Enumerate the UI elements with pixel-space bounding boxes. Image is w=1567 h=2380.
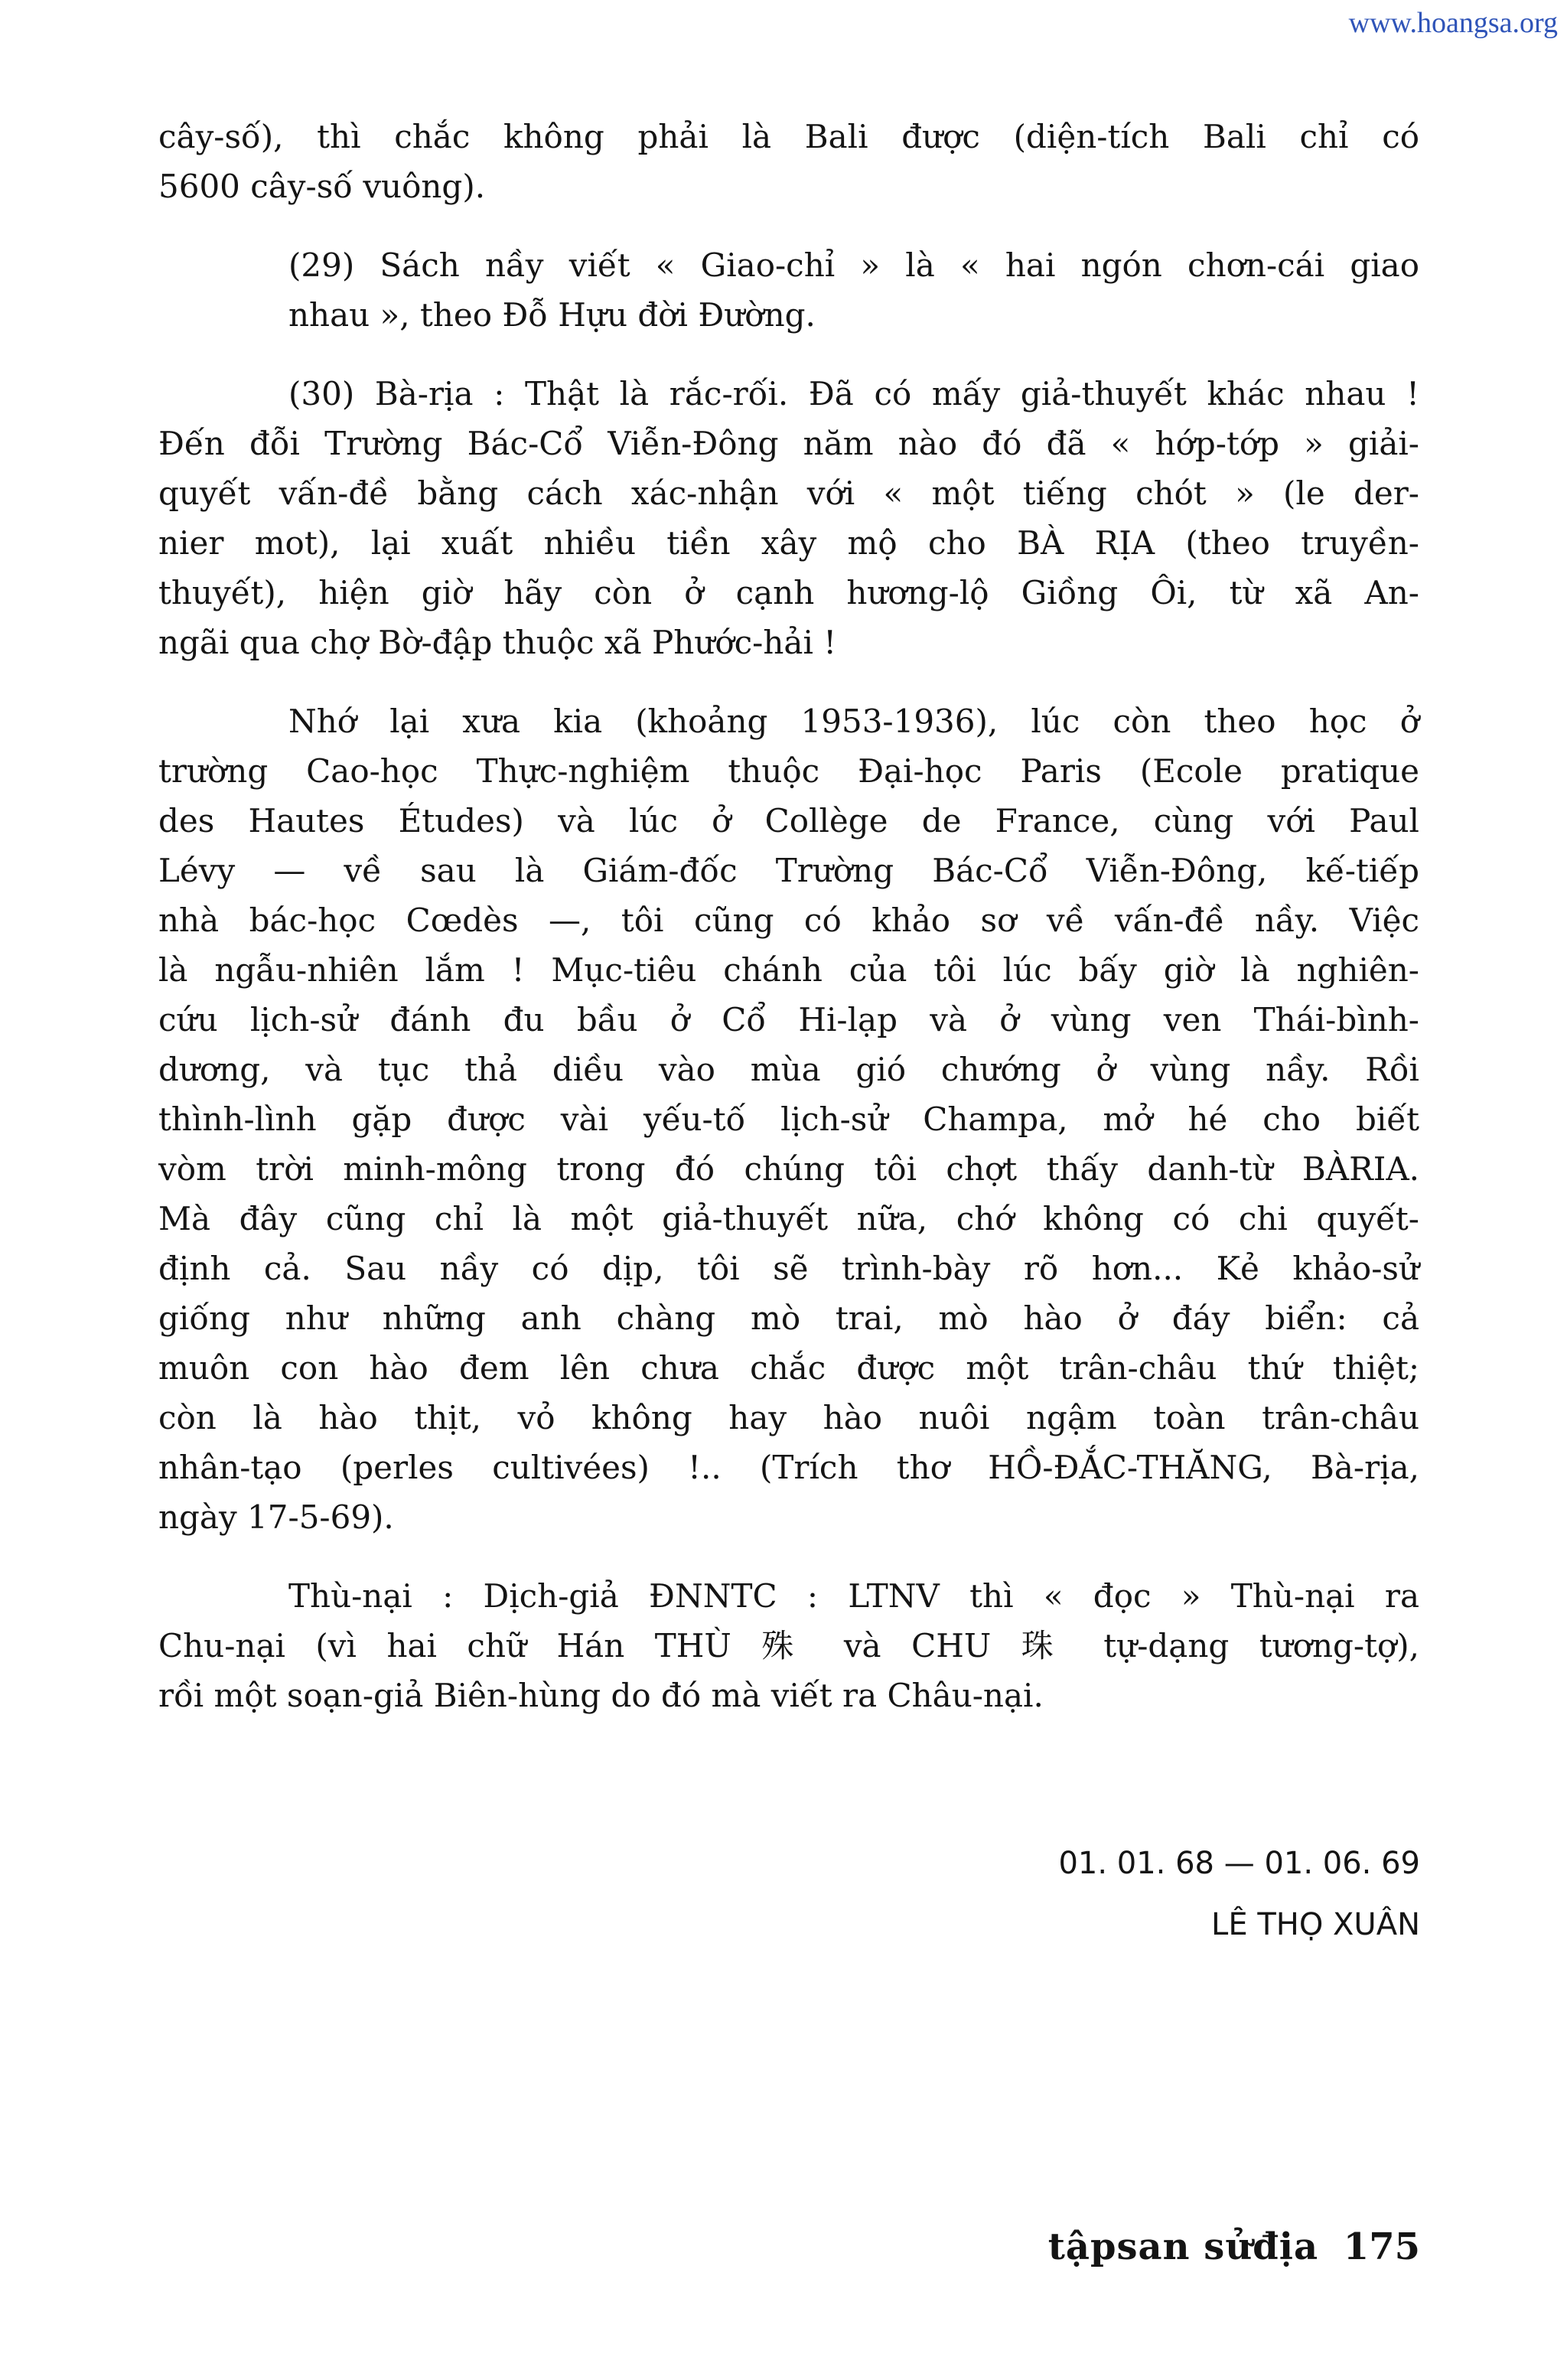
- text-line: Đến đỗi Trường Bác-Cổ Viễn-Đông năm nào đó đã « hớp-tớp » giải-: [158, 425, 1419, 462]
- text-line: Chu-nại (vì hai chữ Hán THÙ 殊 và CHU 珠 tự-dạng tương-tợ),: [158, 1627, 1419, 1664]
- signature-author: LÊ THỌ XUÂN: [1211, 1907, 1420, 1942]
- text-line: giống như những anh chàng mò trai, mò hào ở đáy biển: cả: [158, 1299, 1419, 1337]
- footnote-29: [158, 240, 1419, 340]
- page-body: [158, 112, 1419, 1749]
- text-line: là ngẫu-nhiên lắm ! Mục-tiêu chánh của tôi lúc bấy giờ là nghiên-: [158, 951, 1419, 989]
- watermark-url: www.hoangsa.org: [1348, 7, 1558, 39]
- text-line: rồi một soạn-giả Biên-hùng do đó mà viết ra Châu-nại.: [158, 1677, 1044, 1714]
- text-line: (30) Bà-rịa : Thật là rắc-rối. Đã có mấy giả-thuyết khác nhau !: [288, 375, 1419, 412]
- text-line: vòm trời minh-mông trong đó chúng tôi chợt thấy danh-từ BÀRIA.: [158, 1150, 1419, 1188]
- text-line: thuyết), hiện giờ hãy còn ở cạnh hương-lộ Giồng Ôi, từ xã An-: [158, 574, 1419, 611]
- publication-name: tậpsan sửđịa: [1047, 2225, 1319, 2268]
- text-line: thình-lình gặp được vài yếu-tố lịch-sử Champa, mở hé cho biết: [158, 1100, 1419, 1138]
- signature-block: [1058, 1833, 1420, 1955]
- text-line: (29) Sách nầy viết « Giao-chỉ » là « hai ngón chơn-cái giao: [288, 246, 1419, 284]
- paragraph-bali-note: [158, 112, 1419, 211]
- page-footer: [1048, 2225, 1420, 2268]
- text-line: Mà đây cũng chỉ là một giả-thuyết nữa, chớ không có chi quyết-: [158, 1200, 1419, 1237]
- text-line: nhà bác-học Cœdès —, tôi cũng có khảo sơ về vấn-đề nầy. Việc: [158, 901, 1419, 939]
- text-line: 5600 cây-số vuông).: [158, 168, 486, 205]
- text-line: Thù-nại : Dịch-giả ĐNNTC : LTNV thì « đọc » Thù-nại ra: [288, 1577, 1419, 1615]
- text-line: còn là hào thịt, vỏ không hay hào nuôi ngậm toàn trân-châu: [158, 1399, 1419, 1436]
- paragraph-thu-nai: [158, 1571, 1419, 1720]
- footnote-30: [158, 369, 1419, 667]
- text-line: cứu lịch-sử đánh đu bầu ở Cổ Hi-lạp và ở vùng ven Thái-bình-: [158, 1001, 1419, 1038]
- text-line: Lévy — về sau là Giám-đốc Trường Bác-Cổ Viễn-Đông, kế-tiếp: [158, 852, 1419, 889]
- text-line: định cả. Sau nầy có dịp, tôi sẽ trình-bày rõ hơn... Kẻ khảo-sử: [158, 1250, 1419, 1287]
- text-line: nier mot), lại xuất nhiều tiền xây mộ cho BÀ RỊA (theo truyền-: [158, 524, 1419, 562]
- text-line: cây-số), thì chắc không phải là Bali được (diện-tích Bali chỉ có: [158, 118, 1419, 155]
- text-line: muôn con hào đem lên chưa chắc được một trân-châu thứ thiệt;: [158, 1349, 1419, 1387]
- text-line: quyết vấn-đề bằng cách xác-nhận với « một tiếng chót » (le der-: [158, 474, 1419, 512]
- text-line: nhau », theo Đỗ Hựu đời Đường.: [288, 296, 816, 334]
- text-line: ngãi qua chợ Bờ-đập thuộc xã Phước-hải !: [158, 624, 837, 661]
- text-line: nhân-tạo (perles cultivées) !.. (Trích thơ HỒ-ĐẮC-THĂNG, Bà-rịa,: [158, 1449, 1419, 1486]
- signature-dates: 01. 01. 68 — 01. 06. 69: [1058, 1846, 1420, 1881]
- paragraph-recollection: [158, 696, 1419, 1542]
- text-line: des Hautes Études) và lúc ở Collège de France, cùng với Paul: [158, 802, 1419, 840]
- text-line: dương, và tục thả diều vào mùa gió chướng ở vùng nầy. Rồi: [158, 1051, 1419, 1088]
- text-line: ngày 17-5-69).: [158, 1498, 394, 1536]
- text-line: Nhớ lại xưa kia (khoảng 1953-1936), lúc còn theo học ở: [288, 703, 1419, 740]
- page-number: 175: [1343, 2225, 1420, 2268]
- text-line: trường Cao-học Thực-nghiệm thuộc Đại-học Paris (Ecole pratique: [158, 752, 1419, 790]
